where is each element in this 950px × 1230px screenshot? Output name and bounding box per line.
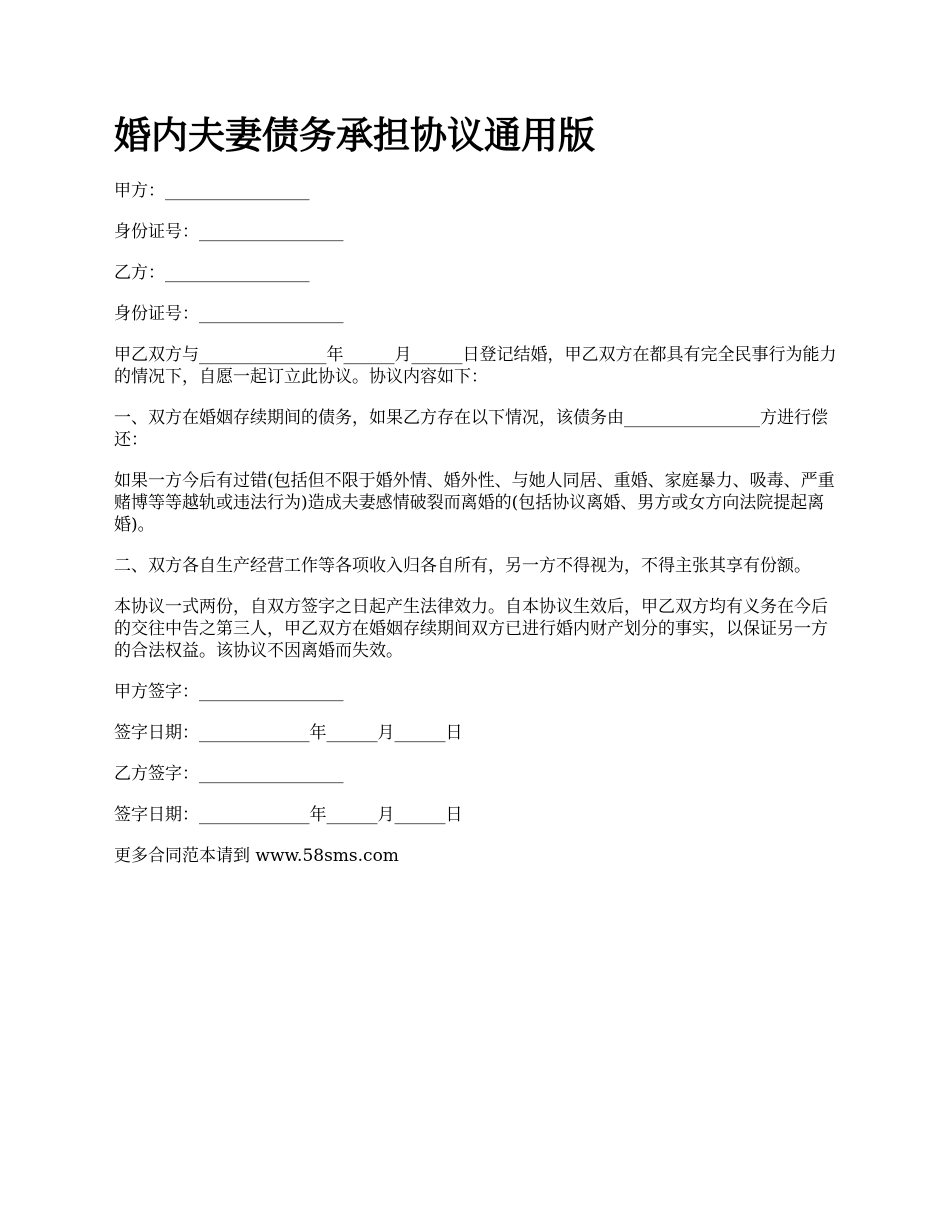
clause-1-paragraph: 一、双方在婚姻存续期间的债务，如果乙方存在以下情况，该债务由________________方进行偿还： — [114, 408, 828, 450]
document-page — [114, 110, 842, 886]
party-b-field: 乙方：_________________ — [114, 263, 310, 283]
party-a-id-field: 身份证号：_________________ — [114, 222, 344, 242]
clause-1-detail-paragraph: 如果一方今后有过错(包括但不限于婚外情、婚外性、与她人同居、重婚、家庭暴力、吸毒、严重赌博等等越轨或违法行为)造成夫妻感情破裂而离婚的(包括协议离婚、男方或女方向法院提起离婚)。 — [114, 471, 835, 535]
effect-paragraph: 本协议一式两份，自双方签字之日起产生法律效力。自本协议生效后，甲乙双方均有义务在今后的交往中告之第三人，甲乙双方在婚姻存续期间双方已进行婚内财产划分的事实，以保证另一方的合法权益。该协议不因离婚而失效。 — [114, 597, 828, 661]
intro-paragraph: 甲乙双方与_______________年______月______日登记结婚，甲乙双方在都具有完全民事行为能力的情况下，自愿一起订立此协议。协议内容如下： — [114, 345, 837, 387]
party-a-signature-field: 甲方签字：_________________ — [114, 682, 344, 702]
party-b-signature-date-field: 签字日期：_____________年______月______日 — [114, 805, 463, 825]
footer-note: 更多合同范本请到 www.58sms.com — [114, 846, 399, 866]
party-a-signature-date-field: 签字日期：_____________年______月______日 — [114, 723, 463, 743]
party-b-signature-field: 乙方签字：_________________ — [114, 764, 344, 784]
party-a-field: 甲方：_________________ — [114, 181, 310, 201]
document-title: 婚内夫妻债务承担协议通用版 — [114, 114, 595, 157]
party-b-id-field: 身份证号：_________________ — [114, 304, 344, 324]
clause-2-paragraph: 二、双方各自生产经营工作等各项收入归各自所有，另一方不得视为，不得主张其享有份额。 — [114, 556, 811, 576]
